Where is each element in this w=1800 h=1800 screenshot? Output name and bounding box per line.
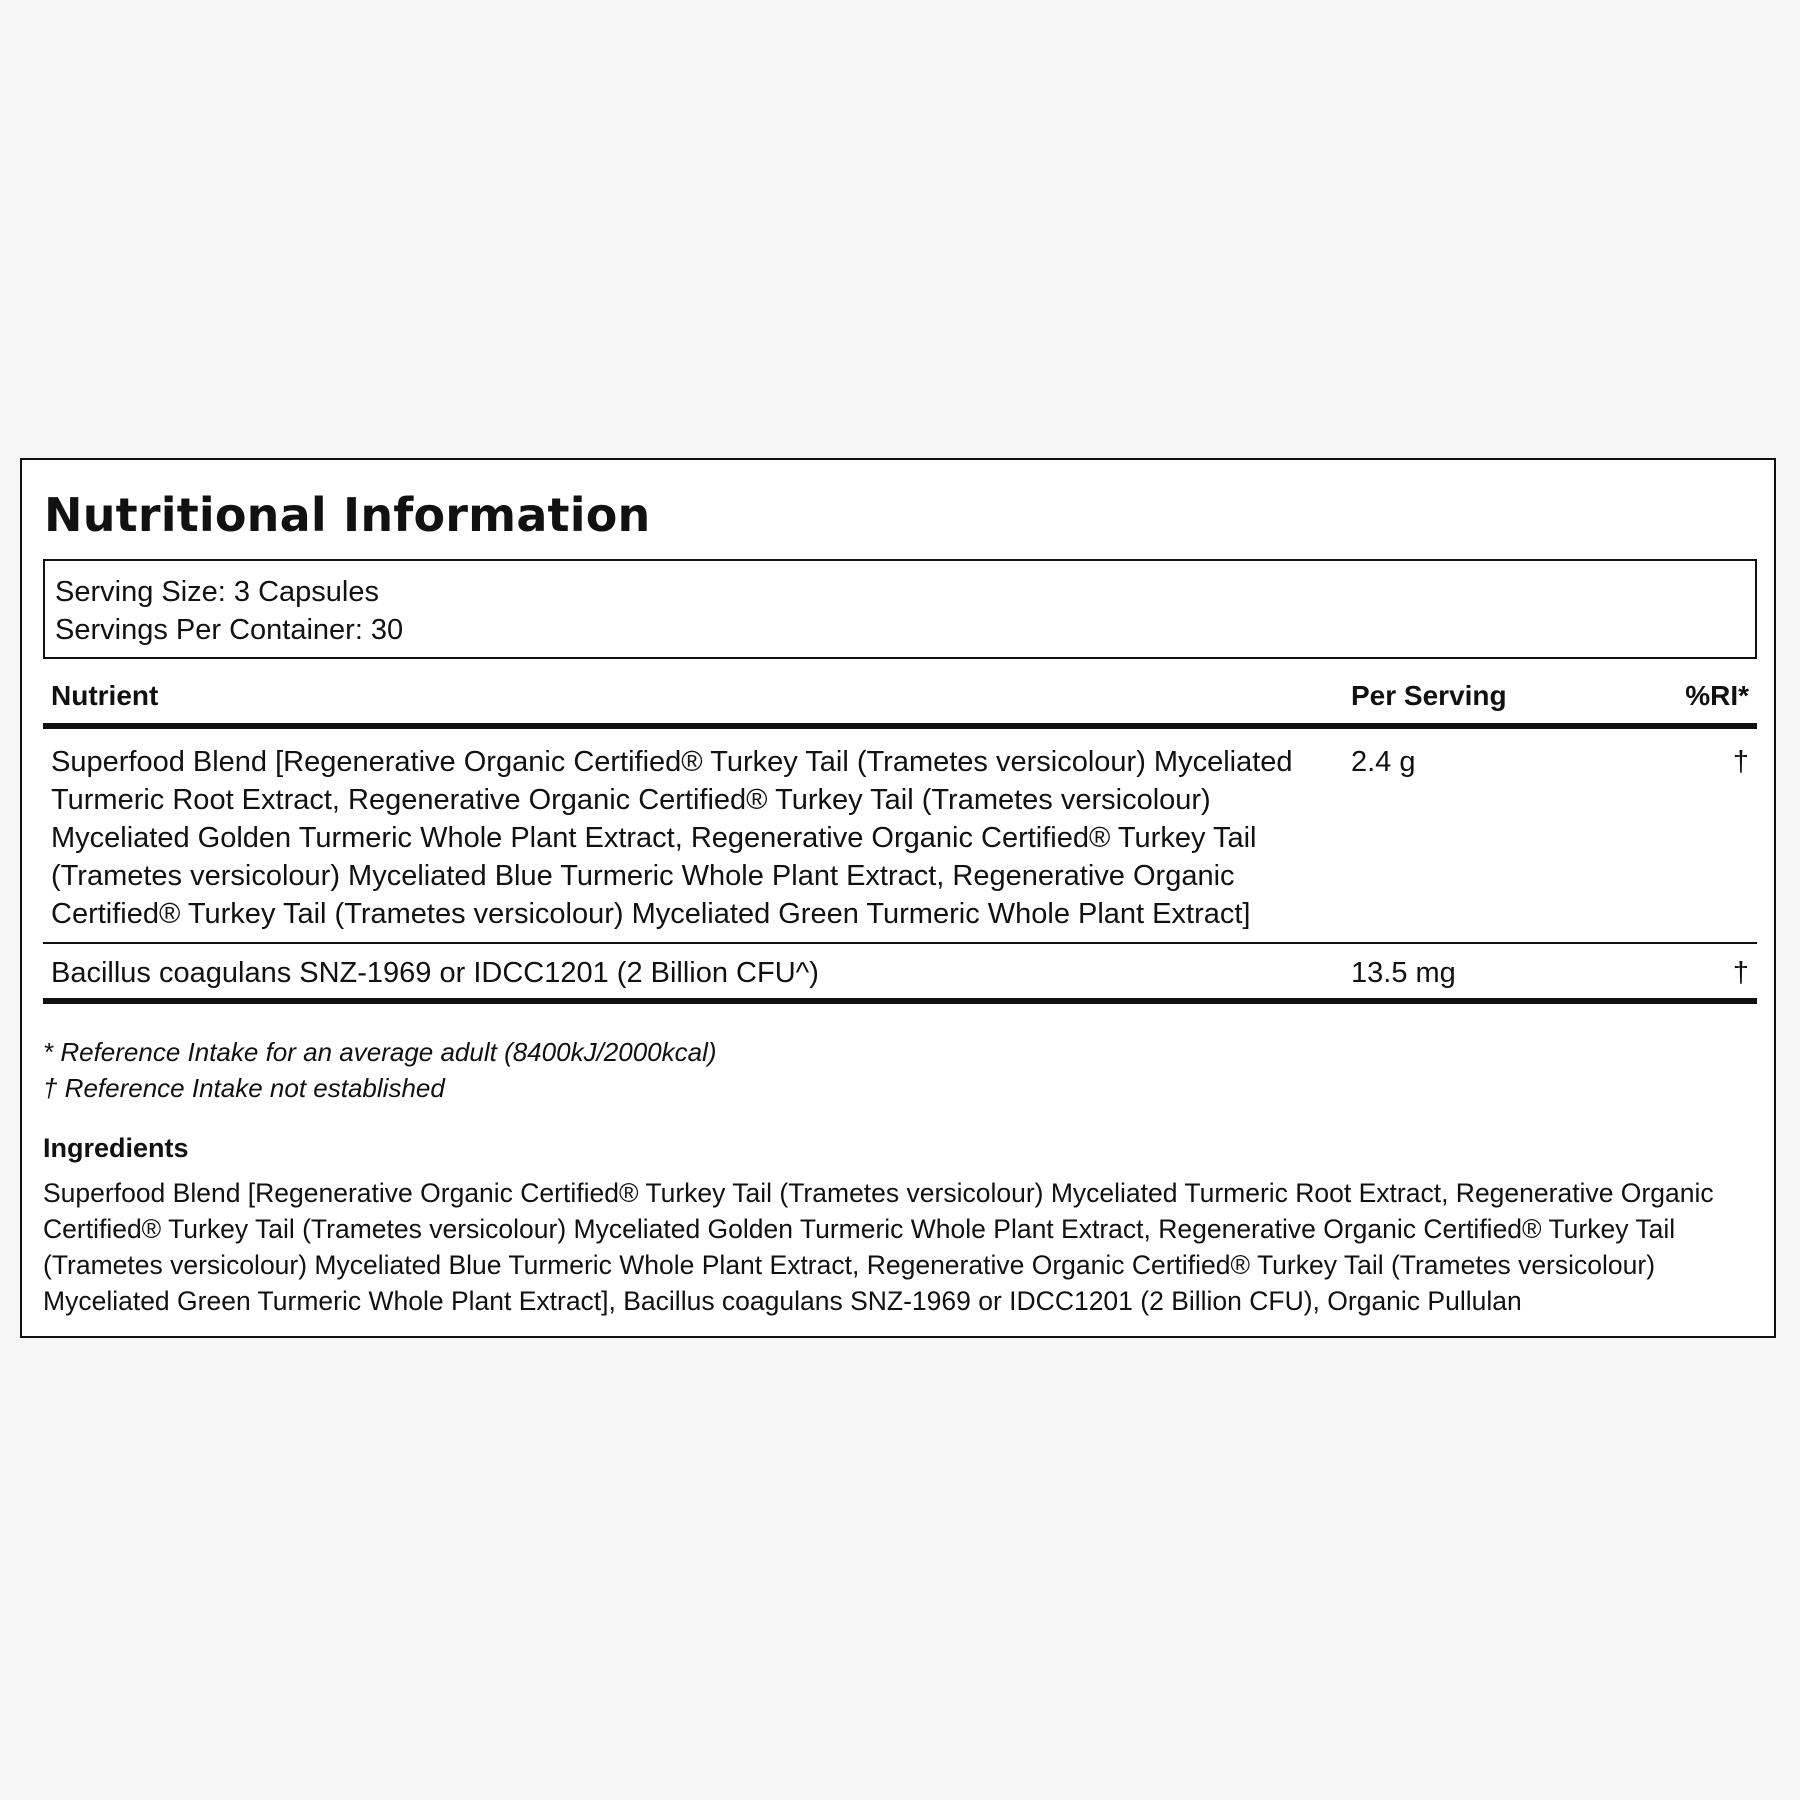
nutrient-per-serving: 2.4 g xyxy=(1343,726,1513,943)
serving-size: Serving Size: 3 Capsules xyxy=(55,576,379,608)
table-header-row xyxy=(43,670,1757,726)
ingredients-heading: Ingredients xyxy=(43,1133,189,1163)
header-ri: %RI* xyxy=(1685,680,1749,711)
footnotes xyxy=(43,1034,717,1106)
nutrient-name: Bacillus coagulans SNZ-1969 or IDCC1201 (2 Billion CFU^) xyxy=(43,943,1343,1001)
footnote-not-established: † Reference Intake not established xyxy=(43,1073,445,1103)
header-nutrient: Nutrient xyxy=(43,670,1343,726)
nutrition-label xyxy=(20,458,1776,1338)
serving-info-box xyxy=(43,559,1757,659)
table-row xyxy=(43,726,1757,943)
ingredients-text: Superfood Blend [Regenerative Organic Certified® Turkey Tail (Trametes versicolour) Myceliated Turmeric Root Extract, Regenerative Organic Certified® Turkey Tail (Trametes versicolour) Myceliated Golden Turmeric Whole Plant Extract, Regenerative Organic Certified® Turkey Tail (Trametes versicolour) Myceliated Blue Turmeric Whole Plant Extract, Regenerative Organic Certified® Turkey Tail (Trametes versicolour) Myceliated Green Turmeric Whole Plant Extract], Bacillus coagulans SNZ-1969 or IDCC1201 (2 Billion CFU), Organic Pullulan xyxy=(43,1178,1714,1316)
header-values xyxy=(1343,670,1757,726)
nutrient-ri: † xyxy=(1513,943,1757,1001)
header-per-serving: Per Serving xyxy=(1351,680,1507,711)
nutrient-name: Superfood Blend [Regenerative Organic Certified® Turkey Tail (Trametes versicolour) Myceliated Turmeric Root Extract, Regenerative Organic Certified® Turkey Tail (Trametes versicolour) Myceliated Golden Turmeric Whole Plant Extract, Regenerative Organic Certified® Turkey Tail (Trametes versicolour) Myceliated Blue Turmeric Whole Plant Extract, Regenerative Organic Certified® Turkey Tail (Trametes versicolour) Myceliated Green Turmeric Whole Plant Extract] xyxy=(43,726,1343,943)
nutrient-ri: † xyxy=(1513,726,1757,943)
nutrient-per-serving: 13.5 mg xyxy=(1343,943,1513,1001)
label-title: Nutritional Information xyxy=(44,488,651,542)
nutrient-table xyxy=(43,670,1757,1004)
table-row xyxy=(43,943,1757,1001)
footnote-reference-intake: * Reference Intake for an average adult (8400kJ/2000kcal) xyxy=(43,1037,717,1067)
servings-per-container: Servings Per Container: 30 xyxy=(55,614,404,646)
